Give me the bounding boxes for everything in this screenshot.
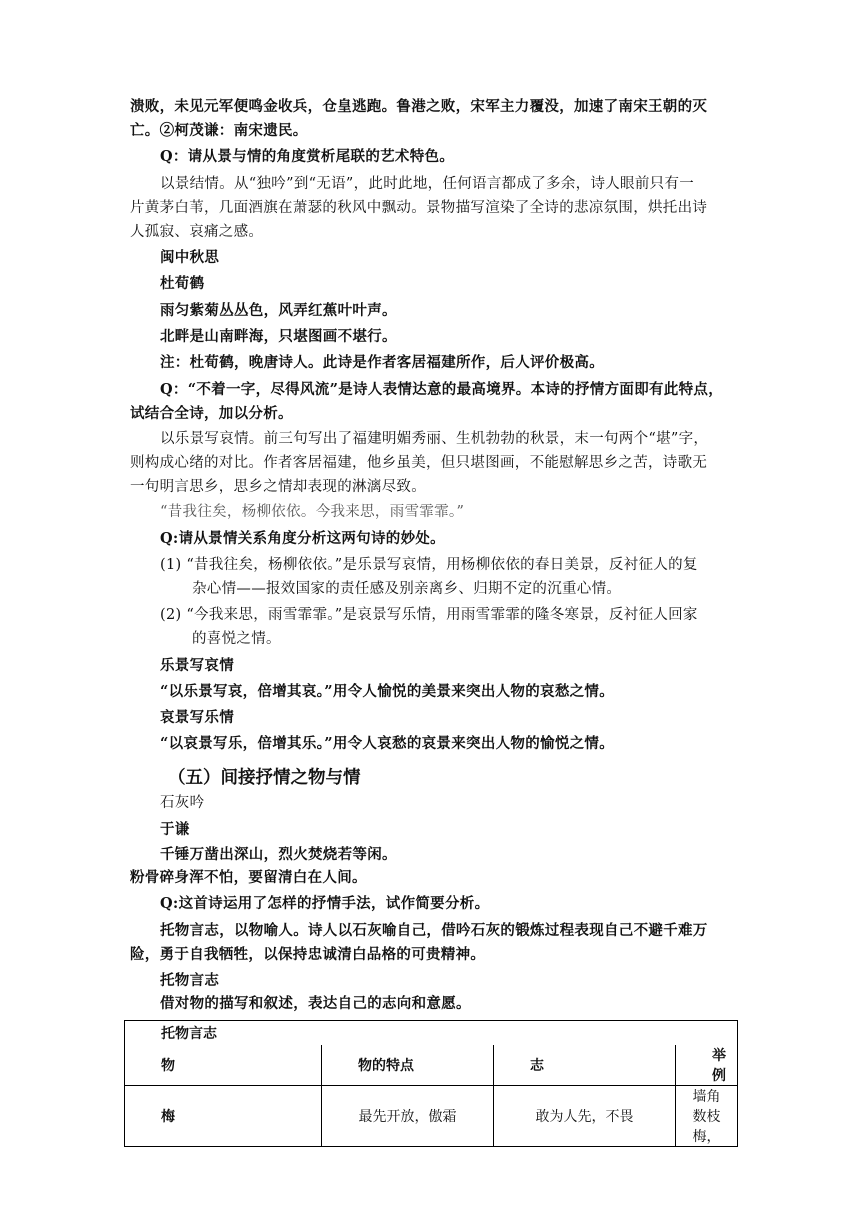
text-line: (1) “昔我往矣，杨柳依依。”是乐景写哀情，用杨柳依依的春日美景，反衬征人的复 [160, 557, 698, 573]
section-heading: （五）间接抒情之物与情 [168, 768, 361, 788]
table-title-row [125, 1021, 738, 1046]
text-line: 则构成心绪的对比。作者客居福建，他乡虽美，但只堪图画，不能慰解思乡之苦，诗歌无 [130, 455, 708, 471]
text-line: 石灰吟 [160, 795, 205, 811]
text-line: “以哀景写乐，倍增其乐。”用令人哀愁的哀景来突出人物的愉悦之情。 [160, 735, 615, 752]
text-line: 注：杜荀鹤，晚唐诗人。此诗是作者客居福建所作，后人评价极高。 [160, 354, 604, 371]
text-line: 乐景写哀情 [160, 657, 234, 674]
table-title: 托物言志 [125, 1021, 738, 1046]
text-line: 闽中秋思 [160, 249, 220, 266]
text-line: 千锤万凿出深山，烈火焚烧若等闲。 [160, 846, 397, 863]
table-header-row [125, 1045, 738, 1086]
table-cell: 梅 [125, 1086, 322, 1147]
text-line: “昔我往矣，杨柳依依。今我来思，雨雪霏霏。” [160, 504, 465, 520]
text-line: 险，勇于自我牺牲，以保持忠诚清白品格的可贵精神。 [130, 946, 486, 963]
text-line: 试结合全诗，加以分析。 [130, 405, 293, 422]
text-line: 托物言志，以物喻人。诗人以石灰喻自己，借吟石灰的锻炼过程表现自己不避千难万 [160, 922, 708, 939]
text-line: Q:这首诗运用了怎样的抒情手法，试作简要分析。 [160, 895, 490, 912]
symbolism-table [124, 1020, 738, 1147]
text-line: Q：“不着一字，尽得风流”是诗人表情达意的最高境界。本诗的抒情方面即有此特点， [160, 381, 724, 398]
text-line: 以乐景写哀情。前三句写出了福建明媚秀丽、生机勃勃的秋景，末一句两个“堪”字， [160, 431, 709, 447]
text-line: 以景结情。从“独吟”到“无语”，此时此地，任何语言都成了多余，诗人眼前只有一 [160, 176, 695, 192]
text-line: 北畔是山南畔海，只堪图画不堪行。 [160, 328, 397, 345]
text-line: 溃败，未见元军便鸣金收兵，仓皇逃跑。鲁港之败，宋军主力覆没，加速了南宋王朝的灭 [130, 98, 708, 115]
text-line: 雨匀紫菊丛丛色，风弄红蕉叶叶声。 [160, 302, 397, 319]
text-line: Q：请从景与情的角度赏析尾联的艺术特色。 [160, 148, 455, 165]
text-line: “以乐景写哀，倍增其哀。”用令人愉悦的美景来突出人物的哀愁之情。 [160, 683, 615, 700]
text-line: 杂心情——报效国家的责任感及别亲离乡、归期不定的沉重心情。 [192, 581, 622, 597]
text-line: 亡。②柯茂谦：南宋遗民。 [130, 122, 308, 139]
table-cell: 墙角数枝梅， [676, 1086, 738, 1147]
text-line: 的喜悦之情。 [192, 631, 281, 647]
table-row [125, 1086, 738, 1147]
table-cell: 敢为人先，不畏 [494, 1086, 676, 1147]
text-line: (2) “今我来思，雨雪霏霏。”是哀景写乐情，用雨雪霏霏的隆冬寒景，反衬征人回家 [160, 607, 698, 623]
text-line: 人孤寂、哀痛之感。 [130, 224, 264, 240]
text-line: Q:请从景情关系角度分析这两句诗的妙处。 [160, 530, 445, 547]
text-line: 借对物的描写和叙述，表达自己的志向和意愿。 [160, 995, 471, 1012]
table-cell: 最先开放，傲霜 [322, 1086, 494, 1147]
text-line: 片黄茅白苇，几面酒旗在萧瑟的秋风中飘动。景物描写渲染了全诗的悲凉氛围，烘托出诗 [130, 200, 708, 216]
table-header-cell: 志 [494, 1045, 676, 1086]
text-line: 一句明言思乡，思乡之情却表现的淋漓尽致。 [130, 479, 426, 495]
text-line: 于谦 [160, 821, 190, 838]
text-line: 哀景写乐情 [160, 709, 234, 726]
text-line: 托物言志 [160, 972, 220, 989]
table-header-cell: 物的特点 [322, 1045, 494, 1086]
table-header-cell: 举例 [676, 1045, 738, 1086]
text-line: 粉骨碎身浑不怕，要留清白在人间。 [130, 869, 367, 886]
text-line: 杜荀鹤 [160, 275, 205, 292]
table-header-cell: 物 [125, 1045, 322, 1086]
